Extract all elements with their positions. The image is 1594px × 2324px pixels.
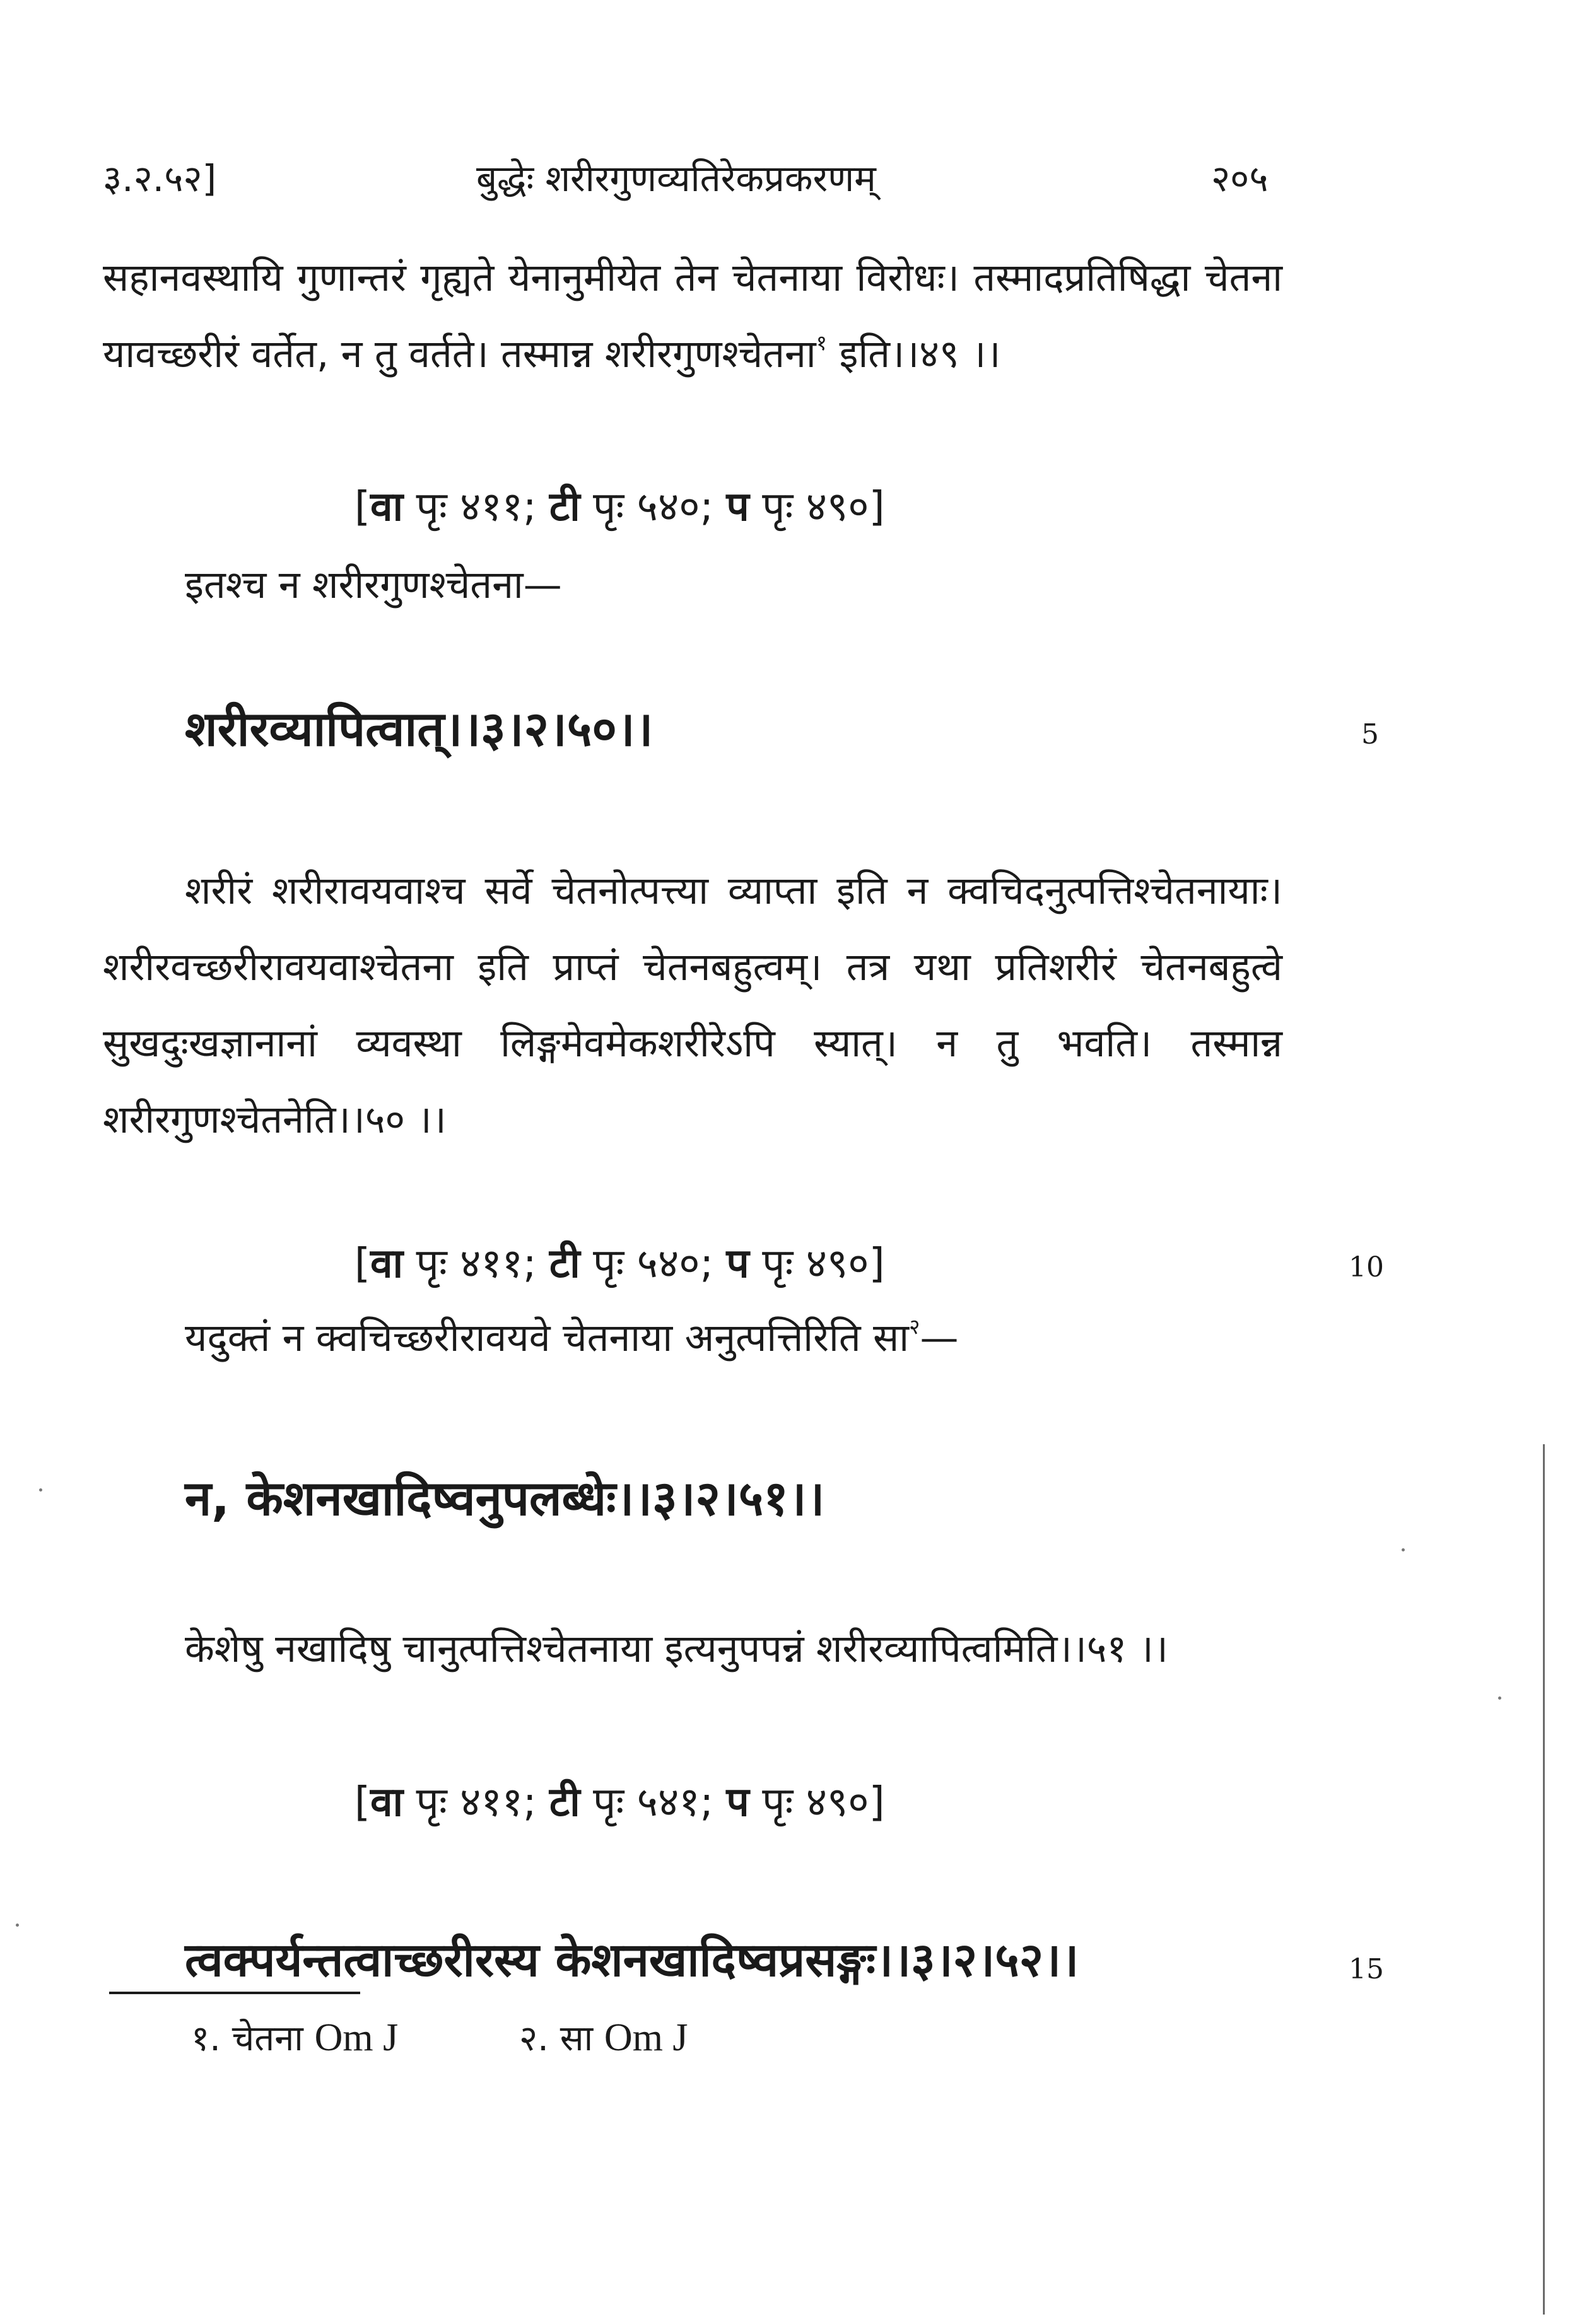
binding-edge bbox=[1543, 1444, 1545, 2315]
sutra-heading-52: त्वक्पर्यन्तत्वाच्छरीरस्य केशनखादिष्वप्रसङ्गः।।३।२।५२।। bbox=[185, 1933, 1079, 1987]
footnote-siglum: Om J bbox=[314, 2016, 399, 2059]
intro-line bbox=[185, 1313, 959, 1363]
ref-siglum-va: वा bbox=[370, 1779, 404, 1826]
dash: — bbox=[920, 1316, 959, 1360]
footnote-1 bbox=[191, 2016, 398, 2061]
scan-speck bbox=[39, 1488, 42, 1492]
source-reference bbox=[355, 1777, 885, 1828]
source-reference bbox=[355, 482, 885, 532]
ref-siglum-va: वा bbox=[370, 1241, 404, 1287]
ref-page: पृः ४११; bbox=[403, 1241, 549, 1287]
scan-speck bbox=[1402, 1548, 1405, 1551]
ref-siglum-pa: प bbox=[726, 1779, 749, 1826]
bracket: [ bbox=[355, 1241, 370, 1287]
commentary-paragraph-49 bbox=[103, 240, 1282, 392]
ref-siglum-pa: प bbox=[726, 484, 749, 530]
ref-page: पृः ४९०] bbox=[749, 1241, 885, 1287]
header-page-number: २०५ bbox=[1211, 157, 1269, 200]
bracket: [ bbox=[355, 1779, 370, 1826]
intro-line: इतश्च न शरीरगुणश्चेतना— bbox=[185, 563, 562, 607]
header-chapter-title: बुद्धेः शरीरगुणव्यतिरेकप्रकरणम् bbox=[476, 157, 876, 200]
source-reference bbox=[355, 1239, 885, 1289]
ref-page: पृः ५४०; bbox=[580, 1241, 727, 1287]
line-number-15: 15 bbox=[1349, 1953, 1384, 1985]
sutra-heading-50: शरीरव्यापित्वात्।।३।२।५०।। bbox=[185, 701, 653, 757]
footnote-marker: १ bbox=[816, 330, 828, 356]
ref-siglum-va: वा bbox=[370, 484, 404, 530]
ref-page: पृः ४११; bbox=[403, 1779, 549, 1826]
ref-page: पृः ५४०; bbox=[580, 484, 727, 530]
ref-siglum-ti: टी bbox=[549, 1779, 580, 1826]
footnote-rule bbox=[109, 1992, 360, 1994]
scan-speck bbox=[1498, 1696, 1501, 1700]
ref-siglum-ti: टी bbox=[549, 484, 580, 530]
ref-page: पृः ५४१; bbox=[580, 1779, 727, 1826]
paragraph-ending: इति।।४९ ।। bbox=[827, 332, 1001, 377]
ref-page: पृः ४११; bbox=[403, 484, 549, 530]
intro-text: यदुक्तं न क्वचिच्छरीरावयवे चेतनाया अनुत्पत्तिरिति सा bbox=[185, 1316, 910, 1360]
bracket: [ bbox=[355, 484, 370, 530]
header-section-number: ३.२.५२] bbox=[103, 157, 217, 200]
commentary-paragraph-51: केशेषु नखादिषु चानुत्पत्तिश्चेतनाया इत्यनुपपन्नं शरीरव्यापित्वमिति।।५१ ।। bbox=[185, 1626, 1168, 1671]
footnote-2 bbox=[519, 2016, 688, 2061]
footnote-number: २. bbox=[519, 2018, 549, 2059]
footnote-siglum: Om J bbox=[604, 2016, 688, 2059]
scan-speck bbox=[16, 1924, 19, 1927]
footnote-marker: २ bbox=[909, 1314, 920, 1340]
ref-page: पृः ४९०] bbox=[749, 1779, 885, 1826]
footnote-lemma: सा bbox=[560, 2018, 594, 2059]
commentary-paragraph-50: शरीरं शरीरावयवाश्च सर्वे चेतनोत्पत्त्या व्याप्ता इति न क्वचिदनुत्पत्तिश्चेतनायाः। शरीरवच्छरीरावयवाश्चेतना इति प्राप्तं चेतनबहुत्वम्। तत्र यथा प्रतिशरीरं चेतनबहुत्वे सुखदुःखज्ञानानां व्यवस्था लिङ्गमेवमेकशरीरेऽपि स्यात्। न तु भवति। तस्मान्न शरीरगुणश्चेतनेति।।५० ।। bbox=[103, 868, 1282, 1142]
footnote-number: १. bbox=[191, 2018, 221, 2059]
ref-siglum-ti: टी bbox=[549, 1241, 580, 1287]
line-number-5: 5 bbox=[1361, 718, 1379, 750]
sutra-heading-51: न, केशनखादिष्वनुपलब्धेः।।३।२।५१।। bbox=[185, 1470, 825, 1526]
ref-page: पृः ४९०] bbox=[749, 484, 885, 530]
line-number-10: 10 bbox=[1349, 1251, 1384, 1283]
ref-siglum-pa: प bbox=[726, 1241, 749, 1287]
footnote-lemma: चेतना bbox=[231, 2018, 303, 2059]
paragraph-text: सहानवस्थायि गुणान्तरं गृह्यते येनानुमीयेत तेन चेतनाया विरोधः। तस्मादप्रतिषिद्धा चेतना यावच्छरीरं वर्तेत, न तु वर्तते। तस्मान्न शरीरगुणश्चेतना bbox=[103, 255, 1282, 377]
